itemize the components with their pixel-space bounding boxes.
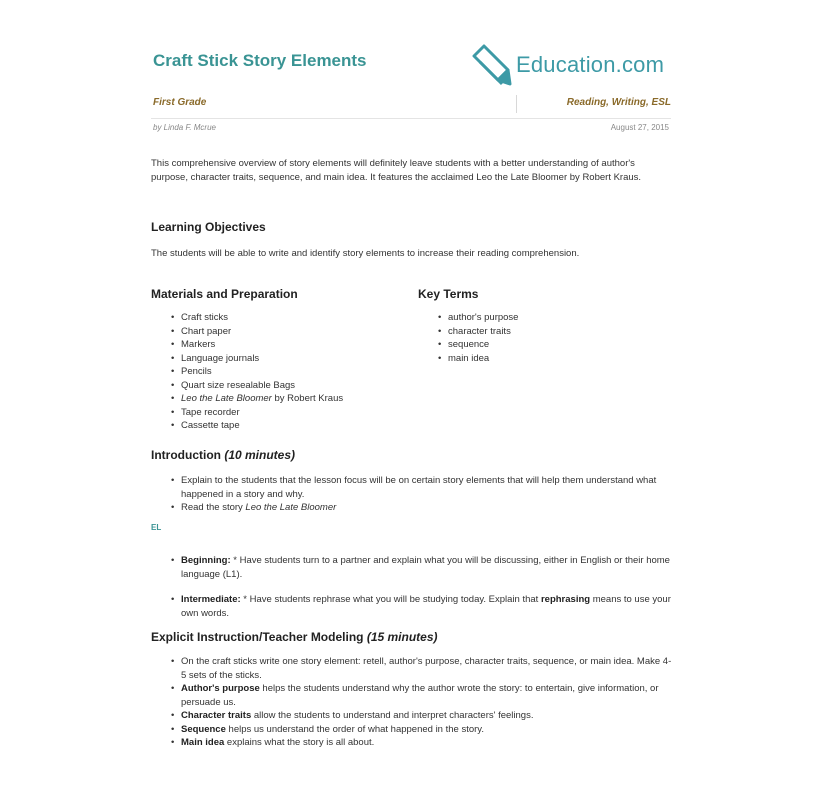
list-item: • author's purpose (438, 311, 638, 325)
list-item: • main idea (438, 352, 638, 366)
term-text: explains what the story is all about. (224, 737, 375, 748)
term-label: Character traits (181, 710, 252, 721)
beginning-label: Beginning: (181, 555, 231, 566)
intermediate-label: Intermediate: (181, 594, 241, 605)
author-byline: by Linda F. Mcrue (153, 123, 216, 132)
list-item: • Cassette tape (171, 419, 401, 433)
list-item (171, 682, 676, 709)
term-label: Sequence (181, 723, 226, 735)
subjects-label: Reading, Writing, ESL (566, 97, 671, 108)
list-item (171, 736, 676, 750)
list-item: • Language journals (171, 352, 401, 366)
explicit-instruction-heading (151, 630, 438, 644)
book-author: by Robert Kraus (271, 393, 344, 404)
list-item: • Markers (171, 338, 401, 352)
term-text: helps the students understand why the author wrote the story: to entertain, give information, or persuade us. (181, 683, 659, 708)
explicit-instruction-list (171, 655, 676, 750)
el-beginning-list (171, 554, 676, 581)
explicit-heading-text: Explicit Instruction/Teacher Modeling (151, 630, 364, 644)
learning-objectives-text: The students will be able to write and identify story elements to increase their reading comprehension. (151, 248, 580, 259)
publish-date: August 27, 2015 (610, 123, 669, 132)
list-item (171, 593, 676, 620)
list-item: • Explain to the students that the lesson focus will be on certain story elements that will help them understand what happened in a story and why. (171, 474, 671, 501)
explicit-duration: (15 minutes) (366, 630, 438, 644)
list-item: • Chart paper (171, 325, 401, 339)
list-item (171, 501, 671, 515)
list-item: • On the craft sticks write one story element: retell, author's purpose, character traits, sequence, or main idea. Make 4-5 sets of the sticks. (171, 655, 676, 682)
introduction-duration: (10 minutes) (224, 448, 296, 462)
list-item: • character traits (438, 325, 638, 339)
el-intermediate-list (171, 593, 676, 620)
pencil-logo-icon (466, 42, 512, 88)
el-label: EL (151, 523, 162, 532)
key-terms-list (438, 311, 638, 365)
list-item (171, 723, 676, 737)
materials-list (171, 311, 401, 433)
read-title: Leo the Late Bloomer (245, 502, 337, 513)
intro-paragraph: This comprehensive overview of story elements will definitely leave students with a better understanding of author's purpose, character traits, sequence, and main idea. It features the acclaimed Leo the Late Bloomer by Robert Kraus. (151, 158, 642, 183)
list-item (171, 392, 401, 406)
page-title: Craft Stick Story Elements (153, 51, 367, 70)
learning-objectives-heading: Learning Objectives (151, 220, 266, 234)
term-label: Main idea (181, 737, 225, 748)
intermediate-text: * Have students rephrase what you will be studying today. Explain that (240, 594, 541, 605)
list-item: • Quart size resealable Bags (171, 379, 401, 393)
introduction-list (171, 474, 671, 515)
list-item (171, 709, 676, 723)
introduction-heading (151, 448, 295, 462)
logo-text: Education.com (516, 52, 665, 77)
list-item: • Tape recorder (171, 406, 401, 420)
education-logo[interactable] (466, 40, 664, 90)
introduction-heading-text: Introduction (151, 448, 221, 462)
term-label: Author's purpose (181, 683, 260, 694)
list-item: • Craft sticks (171, 311, 401, 325)
book-title: Leo the Late Bloomer (181, 393, 272, 404)
rephrasing-term: rephrasing (540, 594, 591, 605)
key-terms-heading: Key Terms (418, 287, 479, 301)
header-divider (516, 95, 517, 113)
materials-heading: Materials and Preparation (151, 287, 298, 301)
read-prefix: Read the story (181, 502, 246, 513)
beginning-text: * Have students turn to a partner and explain what you will be discussing, either in English or their home language (L1). (181, 555, 670, 580)
list-item (171, 554, 676, 581)
header-rule (151, 118, 671, 119)
intermediate-text-end: means to use your own words. (181, 594, 671, 619)
list-item: • sequence (438, 338, 638, 352)
list-item: • Pencils (171, 365, 401, 379)
term-text: helps us understand the order of what happened in the story. (225, 723, 484, 735)
grade-label: First Grade (153, 97, 207, 108)
term-text: allow the students to understand and interpret characters' feelings. (251, 710, 534, 721)
